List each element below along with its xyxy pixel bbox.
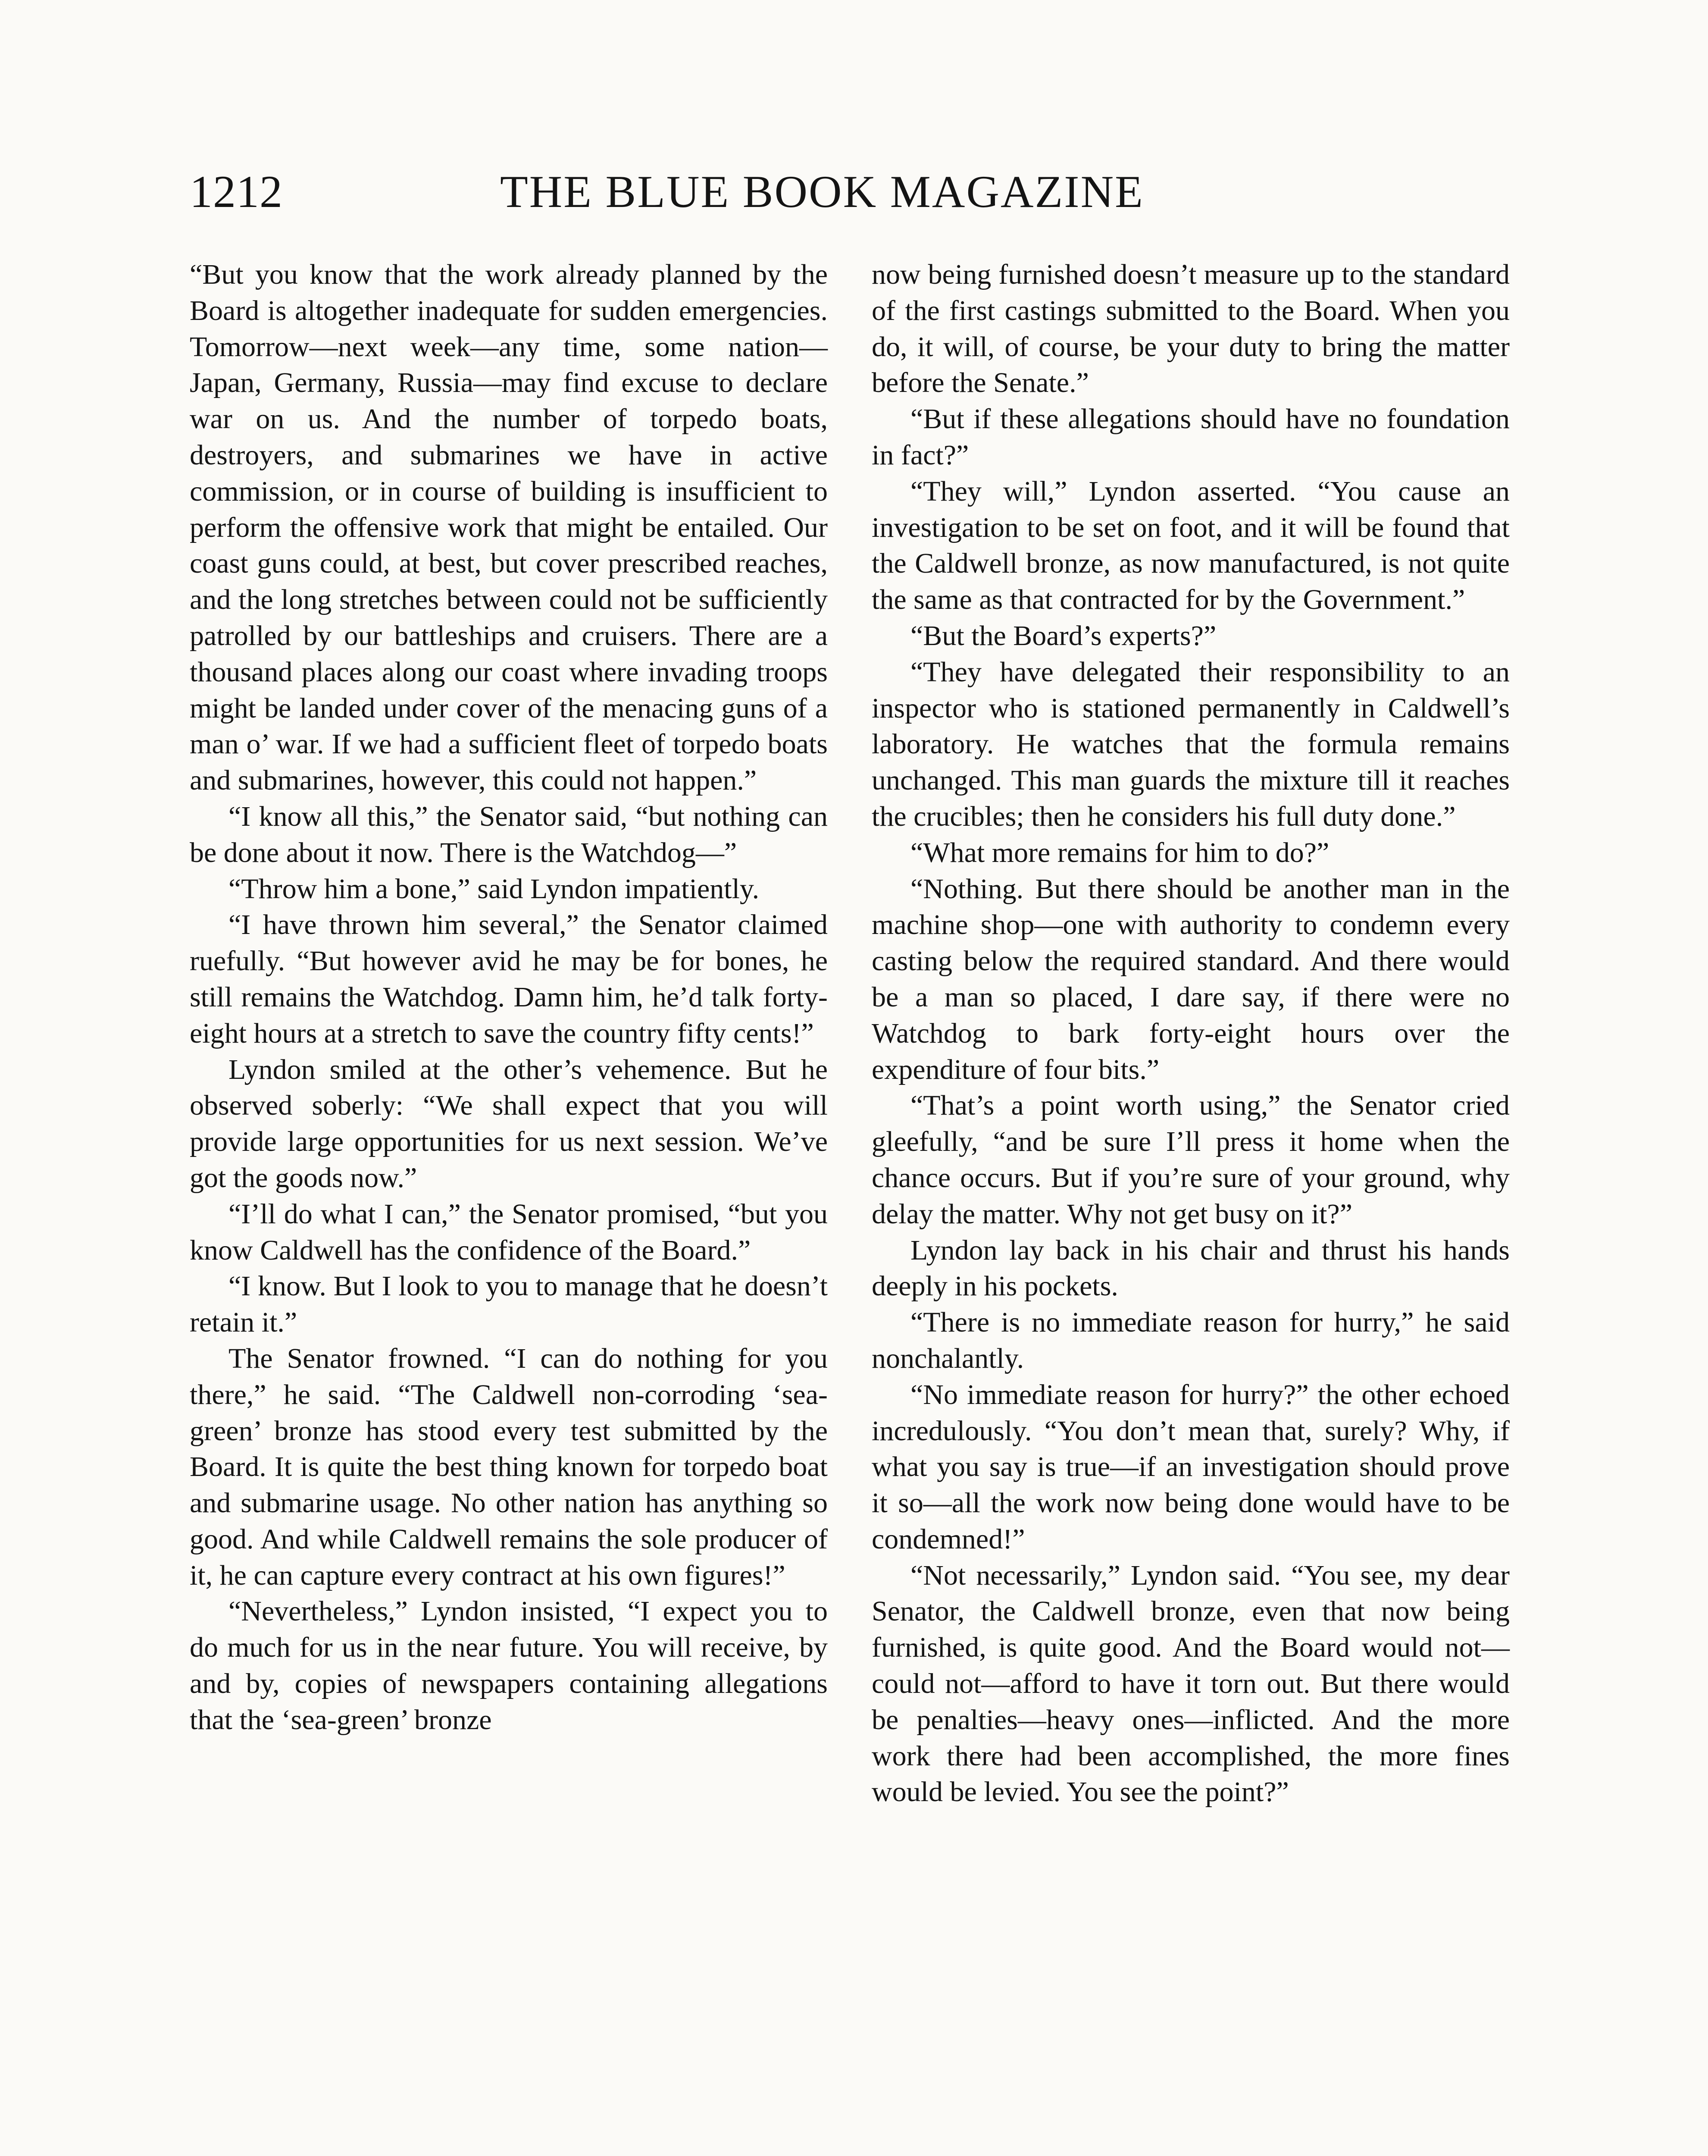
right-column (872, 257, 1510, 2156)
paragraph: “Not necessarily,” Lyndon said. “You see, my dear Senator, the Caldwell bronze, even that now being furnished, is quite good. And the Board would not—could not—afford to have it torn out. But there would be penalties—heavy ones—inflicted. And the more work there had been accomplished, the more fines would be levied. You see the point?” (872, 1559, 1510, 1808)
page-number: 1212 (190, 166, 283, 217)
paragraph: “That’s a point worth using,” the Senator cried gleefully, “and be sure I’ll press it home when the chance occurs. But if you’re sure of your ground, why delay the matter. Why not get busy on it?” (872, 1090, 1510, 1230)
paragraph: Lyndon smiled at the other’s vehemence. But he observed soberly: “We shall expect that you will provide large opportunities for us next session. We’ve got the goods now.” (190, 1053, 828, 1194)
paragraph: Lyndon lay back in his chair and thrust his hands deeply in his pockets. (872, 1234, 1510, 1302)
paragraph: “Nevertheless,” Lyndon insisted, “I expect you to do much for us in the near future. You will receive, by and by, copies of newspapers containing allegations that the ‘sea-green’ bronze (190, 1595, 828, 1736)
paragraph: “But you know that the work already planned by the Board is altogether inadequate for sudden emergencies. Tomorrow—next week—any time, some nation—Japan, Germany, Russia—may find excuse to declare war on us. And the number of torpedo boats, destroyers, and submarines we have in active commission, or in course of building is insufficient to perform the offensive work that might be entailed. Our coast guns could, at best, but cover prescribed reaches, and the long stretches between could not be sufficiently patrolled by our battleships and cruisers. There are a thousand places along our coast where invading troops might be landed under cover of the menacing guns of a man o’ war. If we had a sufficient fleet of torpedo boats and submarines, however, this could not happen.” (190, 259, 828, 796)
paragraph: “I’ll do what I can,” the Senator promised, “but you know Caldwell has the confidence of the Board.” (190, 1198, 828, 1266)
left-column (190, 257, 828, 2156)
paragraph: “Throw him a bone,” said Lyndon impatiently. (228, 873, 760, 905)
running-head: THE BLUE BOOK MAGAZINE (500, 166, 1144, 217)
paragraph: “They have delegated their responsibility to an inspector who is stationed permanently in Caldwell’s laboratory. He watches that the formula remains unchanged. This man guards the mixture till it reaches the crucibles; then he considers his full duty done.” (872, 656, 1510, 832)
paragraph: “What more remains for him to do?” (910, 837, 1329, 868)
page-header (190, 166, 1211, 222)
paragraph: “They will,” Lyndon asserted. “You cause an investigation to be set on foot, and it will be found that the Caldwell bronze, as now manufactured, is not quite the same as that contracted for by the Government.” (872, 475, 1510, 616)
paragraph: “I have thrown him several,” the Senator claimed ruefully. “But however avid he may be for bones, he still remains the Watchdog. Damn him, he’d talk forty-eight hours at a stretch to save the country fifty cents!” (190, 909, 828, 1049)
paragraph: “I know all this,” the Senator said, “but nothing can be done about it now. There is the Watchdog—” (190, 800, 828, 868)
paragraph: now being furnished doesn’t measure up to the standard of the first castings submitted to the Board. When you do, it will, of course, be your duty to bring the matter before the Senate.” (872, 259, 1510, 399)
paragraph: “I know. But I look to you to manage that he doesn’t retain it.” (190, 1270, 828, 1338)
paragraph: The Senator frowned. “I can do nothing for you there,” he said. “The Caldwell non-corroding ‘sea-green’ bronze has stood every test submitted by the Board. It is quite the best thing known for torpedo boat and submarine usage. No other nation has anything so good. And while Caldwell remains the sole producer of it, he can capture every contract at his own figures!” (190, 1342, 828, 1591)
paragraph: “No immediate reason for hurry?” the other echoed incredulously. “You don’t mean that, surely? Why, if what you say is true—if an investigation should prove it so—all the work now being done would have to be condemned!” (872, 1379, 1510, 1555)
paragraph: “There is no immediate reason for hurry,” he said nonchalantly. (872, 1307, 1510, 1374)
paragraph: “Nothing. But there should be another man in the machine shop—one with authority to condemn every casting below the required standard. And there would be a man so placed, I dare say, if there were no Watchdog to bark forty-eight hours over the expenditure of four bits.” (872, 873, 1510, 1085)
paragraph: “But if these allegations should have no foundation in fact?” (872, 403, 1510, 471)
paragraph: “But the Board’s experts?” (910, 620, 1217, 652)
